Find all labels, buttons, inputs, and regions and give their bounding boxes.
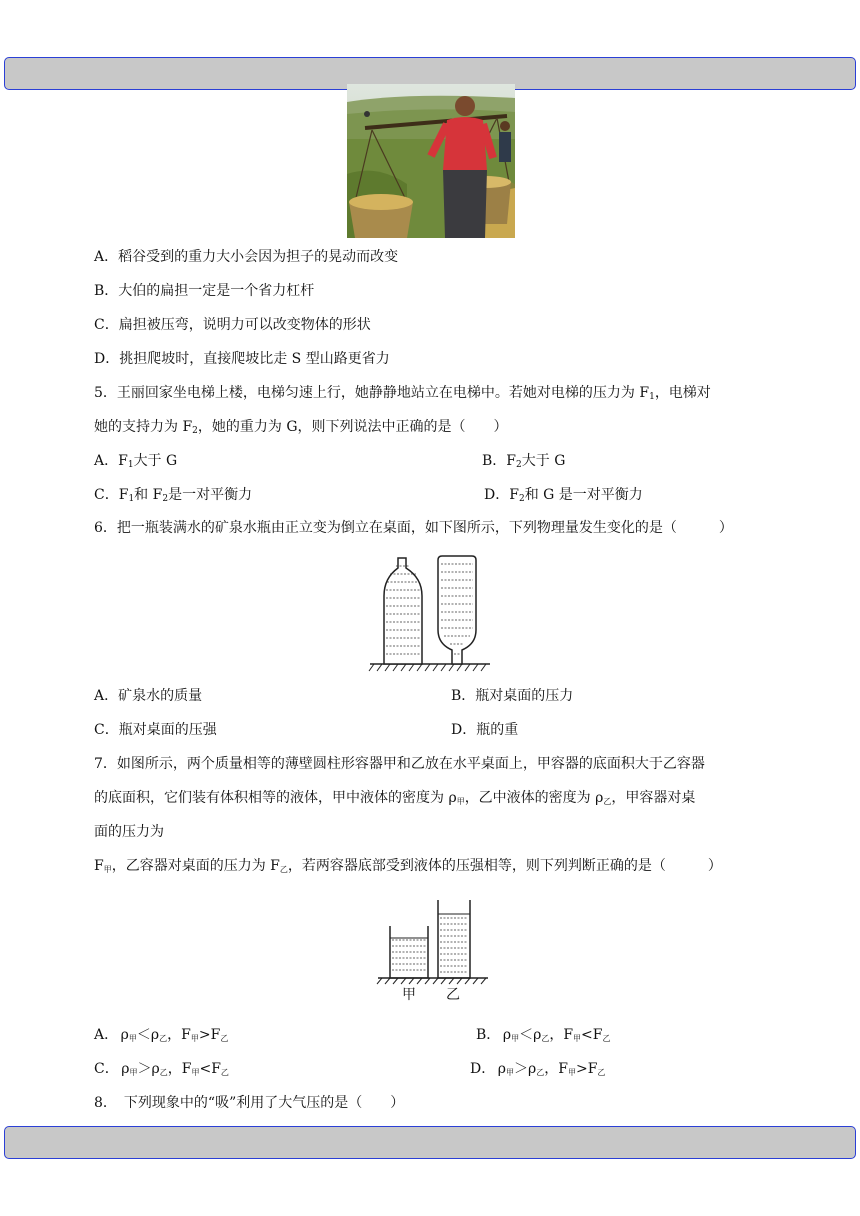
q4-option-d: D．挑担爬坡时，直接爬坡比走 S 型山路更省力 [94,351,390,367]
q7-stem-line2: 的底面积，它们装有体积相等的液体，甲中液体的密度为 ρ甲，乙中液体的密度为 ρ乙，甲容器对桌 [94,790,696,806]
q5-option-c: C．$F_1$和 $F_2$是一对平衡力 [94,487,253,504]
q6-option-d: D．瓶的重 [451,722,519,738]
q6-option-a: A．矿泉水的质量 [94,688,203,704]
q4-option-a: A．稻谷受到的重力大小会因为担子的晃动而改变 [94,249,399,265]
q7-option-b: B． ρ甲＜ρ乙，F甲<F乙 [476,1027,611,1043]
q8-stem: 8． 下列现象中的“吸”利用了大气压的是（ ） [94,1095,405,1111]
footer-bar [4,1126,856,1159]
q4-option-b: B．大伯的扁担一定是一个省力杠杆 [94,283,315,299]
figure-label-jia: 甲 [402,987,416,1003]
q6-option-b: B．瓶对桌面的压力 [451,688,574,704]
q5-stem-line1: 5．王丽回家坐电梯上楼，电梯匀速上行，她静静地站立在电梯中。若她对电梯的压力为 $F_1$，电梯对 [94,385,711,402]
q7-stem-line1: 7．如图所示，两个质量相等的薄壁圆柱形容器甲和乙放在水平桌面上，甲容器的底面积大于乙容器 [94,756,705,772]
q7-stem-line4: F甲，乙容器对桌面的压力为 F乙，若两容器底部受到液体的压强相等，则下列判断正确的是（ ） [94,858,722,874]
q6-stem: 6．把一瓶装满水的矿泉水瓶由正立变为倒立在桌面，如下图所示，下列物理量发生变化的是（ ） [94,520,733,536]
q7-stem-line3: 面的压力为 [94,824,164,840]
figure-label-yi: 乙 [446,987,460,1003]
q5-stem-line2: 她的支持力为 $F_2$，她的重力为 G，则下列说法中正确的是（ ） [94,419,508,436]
q5-option-b: B．$F_2$大于 G [482,453,566,470]
q5-option-d: D．$F_2$和 G 是一对平衡力 [484,487,643,504]
q7-option-a: A． ρ甲＜ρ乙，F甲>F乙 [94,1027,229,1043]
bottle-upright-inverted-figure [368,554,492,674]
q4-option-c: C．扁担被压弯，说明力可以改变物体的形状 [94,317,371,333]
q6-option-c: C．瓶对桌面的压强 [94,722,217,738]
q7-option-d: D． ρ甲＞ρ乙，F甲>F乙 [470,1061,606,1077]
q7-option-c: C． ρ甲＞ρ乙，F甲<F乙 [94,1061,229,1077]
farmer-carrying-pole-photo [347,84,515,238]
q5-option-a: A．$F_1$大于 G [94,453,178,470]
two-containers-figure [376,896,490,1006]
